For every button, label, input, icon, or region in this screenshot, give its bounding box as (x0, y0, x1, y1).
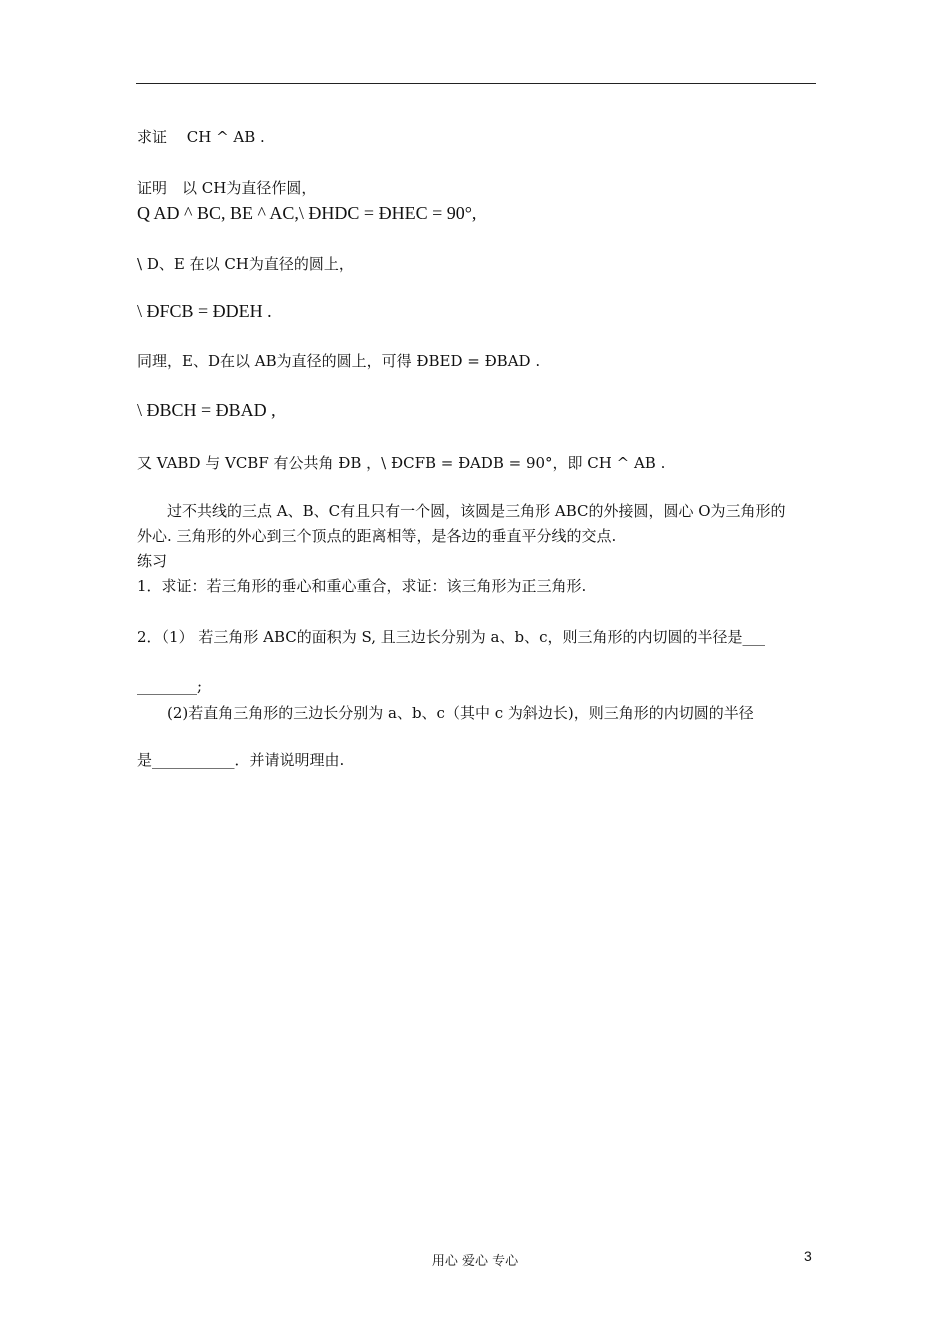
line-formula-5: 又 VABD 与 VCBF 有公共角 ÐB ，\ ÐCFB = ÐADB = 90°，即 CH ^ AB . (137, 454, 666, 472)
paragraph-line-1: 过不共线的三点 A、B、C有且只有一个圆，该圆是三角形 ABC的外接圆，圆心 O为三角形的 (137, 502, 786, 520)
header-rule (136, 83, 816, 84)
line-formula-3: \ ÐFCB = ÐDEH . (137, 301, 272, 321)
line-formula-4: \ ÐBCH = ÐBAD , (137, 400, 276, 420)
paragraph-line-2: 外心. 三角形的外心到三个顶点的距离相等，是各边的垂直平分线的交点. (137, 527, 617, 545)
line-similarly: 同理，E、D在以 AB为直径的圆上，可得 ÐBED = ÐBAD . (137, 352, 541, 370)
exercise-2-part-2: (2)若直角三角形的三边长分别为 a、b、c（其中 c 为斜边长)，则三角形的内切圆的半径 (137, 704, 754, 722)
exercise-2-part-1-blank: ________; (137, 677, 203, 695)
exercise-heading: 练习 (137, 552, 168, 570)
line-formula-1: Q AD ^ BC, BE ^ AC,\ ÐHDC = ÐHEC = 90°, (137, 203, 477, 223)
exercise-1: 1．求证：若三角形的垂心和重心重合，求证：该三角形为正三角形. (137, 577, 587, 595)
line-formula-2: \ D、E 在以 CH为直径的圆上， (137, 255, 354, 273)
page-number: 3 (804, 1248, 812, 1264)
footer-text: 用心 爱心 专心 (431, 1254, 519, 1269)
exercise-2-part-2-blank: 是___________．并请说明理由. (137, 751, 345, 769)
line-prove: 求证 CH ^ AB . (137, 128, 265, 146)
line-proof-start: 证明 以 CH为直径作圆， (137, 179, 317, 197)
exercise-2-part-1: 2．（1） 若三角形 ABC的面积为 S, 且三边长分别为 a、b、c，则三角形的内切圆的半径是___ (137, 628, 765, 646)
